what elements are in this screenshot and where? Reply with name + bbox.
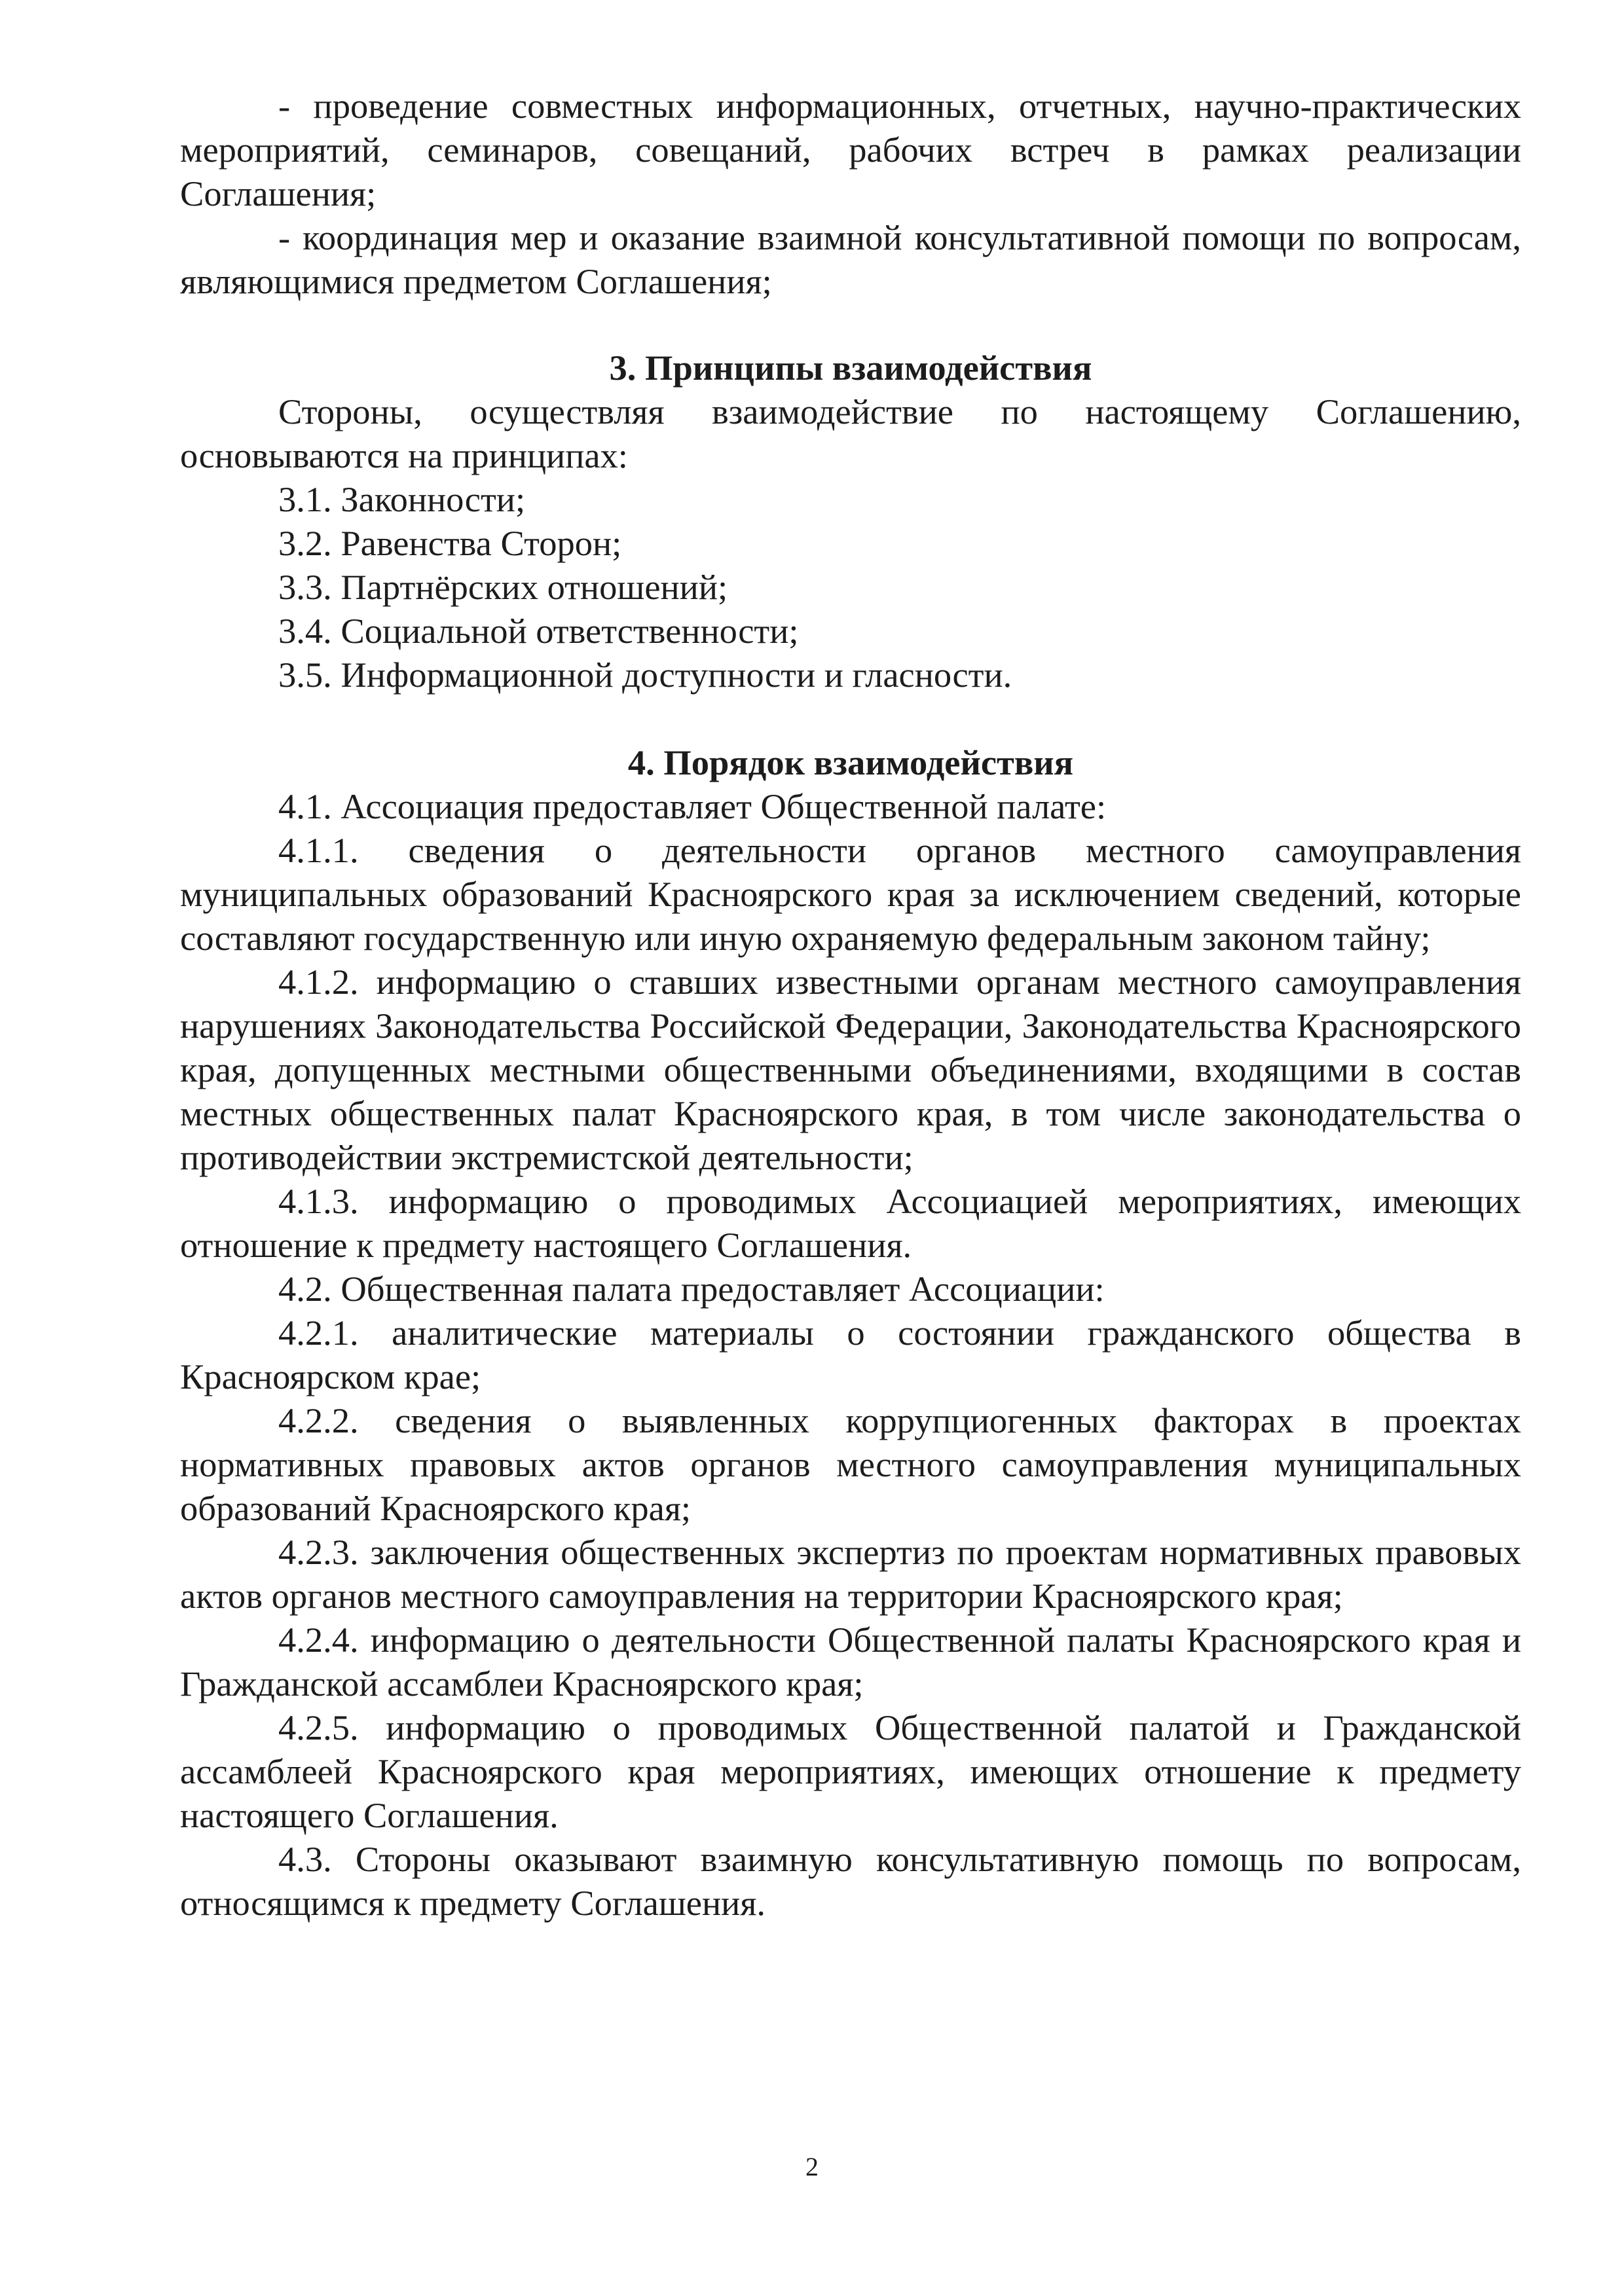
clause-4-2-1: 4.2.1. аналитические материалы о состоянии гражданского общества в Красноярском крае; [180, 1313, 1521, 1396]
clause-4-3: 4.3. Стороны оказывают взаимную консультативную помощь по вопросам, относящимся к предмету Соглашения. [180, 1839, 1521, 1923]
principle-item: 3.4. Социальной ответственности; [278, 611, 799, 651]
section-3-heading: 3. Принципы взаимодействия [609, 348, 1092, 388]
clause-4-2-4: 4.2.4. информацию о деятельности Общественной палаты Красноярского края и Гражданской ассамблеи Красноярского края; [180, 1620, 1521, 1704]
principle-item: 3.1. Законности; [278, 479, 526, 519]
clause-4-2-5: 4.2.5. информацию о проводимых Общественной палатой и Гражданской ассамблеей Красноярского края мероприятиях, имеющих отношение к предмету настоящего Соглашения. [180, 1707, 1521, 1835]
clause-4-2: 4.2. Общественная палата предоставляет Ассоциации: [278, 1269, 1105, 1309]
principle-item: 3.5. Информационной доступности и гласности. [278, 655, 1012, 695]
intro-bullet-1: - проведение совместных информационных, отчетных, научно-практических мероприятий, семинаров, совещаний, рабочих встреч в рамках реализации Соглашения; [180, 86, 1521, 213]
clause-4-1-1: 4.1.1. сведения о деятельности органов местного самоуправления муниципальных образований Красноярского края за исключением сведений, которые составляют государственную или иную охраняемую федеральным законом тайну; [180, 830, 1521, 958]
principle-item: 3.2. Равенства Сторон; [278, 523, 622, 563]
document-page [180, 84, 1521, 1925]
section-4-heading: 4. Порядок взаимодействия [627, 742, 1074, 782]
clause-4-1-2: 4.1.2. информацию о ставших известными органам местного самоуправления нарушениях Законодательства Российской Федерации, Законодательства Красноярского края, допущенных местными общественными объединениями, входящими в состав местных общественных палат Красноярского края, в том числе законодательства о противодействии экстремистской деятельности; [180, 962, 1521, 1177]
clause-4-2-3: 4.2.3. заключения общественных экспертиз по проектам нормативных правовых актов органов местного самоуправления на территории Красноярского края; [180, 1532, 1521, 1616]
clause-4-1: 4.1. Ассоциация предоставляет Общественной палате: [278, 786, 1107, 826]
section-3-intro: Стороны, осуществляя взаимодействие по настоящему Соглашению, основываются на принципах: [180, 392, 1521, 475]
clause-4-1-3: 4.1.3. информацию о проводимых Ассоциацией мероприятиях, имеющих отношение к предмету настоящего Соглашения. [180, 1181, 1521, 1265]
intro-bullet-2: - координация мер и оказание взаимной консультативной помощи по вопросам, являющимися предметом Соглашения; [180, 217, 1521, 301]
principle-item: 3.3. Партнёрских отношений; [278, 567, 728, 607]
page-number: 2 [805, 2152, 819, 2181]
clause-4-2-2: 4.2.2. сведения о выявленных коррупциогенных факторах в проектах нормативных правовых актов органов местного самоуправления муниципальных образований Красноярского края; [180, 1400, 1521, 1528]
